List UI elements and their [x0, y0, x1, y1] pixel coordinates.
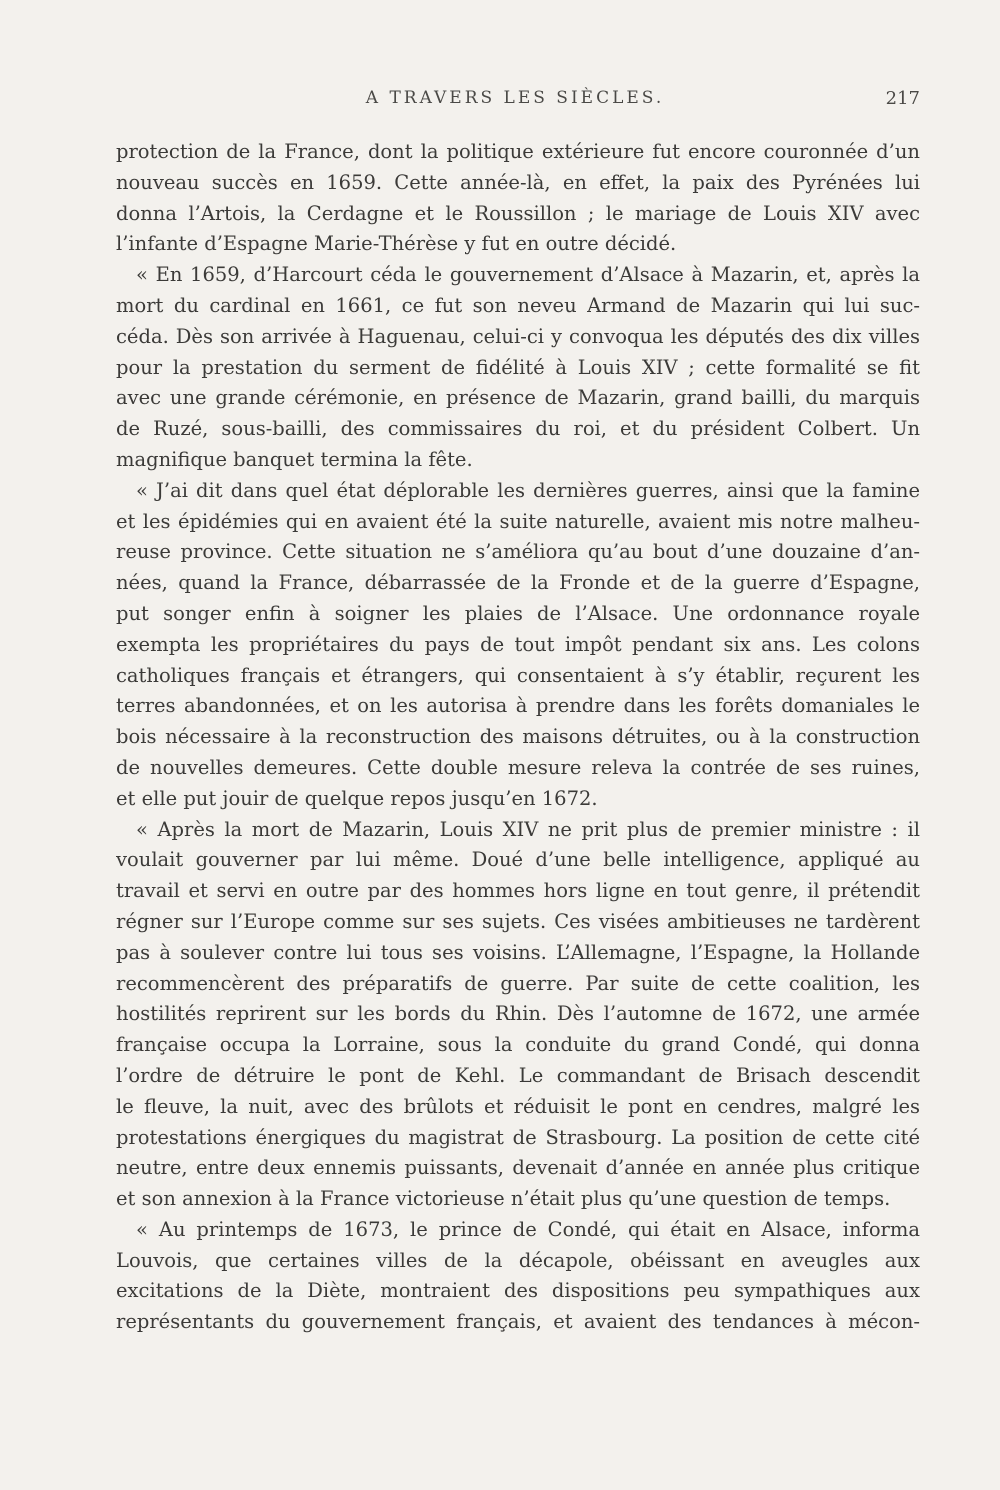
text-line: céda. Dès son arrivée à Haguenau, celui-ci y convoqua les députés des dix villes — [116, 324, 920, 348]
text-line: « Au printemps de 1673, le prince de Condé, qui était en Alsace, informa — [136, 1217, 920, 1241]
paragraph-5 — [116, 1215, 920, 1338]
body-text — [116, 137, 920, 1338]
text-line: représentants du gouvernement français, et avaient des tendances à mécon- — [116, 1310, 920, 1334]
paragraph-4 — [116, 815, 920, 1215]
text-line: régner sur l’Europe comme sur ses sujets. Ces visées ambitieuses ne tardèrent — [116, 909, 920, 933]
text-line: et son annexion à la France victorieuse n’était plus qu’une question de temps. — [116, 1187, 891, 1211]
text-line: donna l’Artois, la Cerdagne et le Roussillon ; le mariage de Louis XIV avec — [116, 201, 920, 225]
text-line: protestations énergiques du magistrat de Strasbourg. La position de cette cité — [116, 1125, 920, 1149]
page-number: 217 — [885, 88, 920, 109]
text-line: pour la prestation du serment de fidélité à Louis XIV ; cette formalité se fit — [116, 355, 920, 379]
text-line: française occupa la Lorraine, sous la conduite du grand Condé, qui donna — [116, 1033, 920, 1057]
text-line: reuse province. Cette situation ne s’améliora qu’au bout d’une douzaine d’an- — [116, 540, 920, 564]
text-line: mort du cardinal en 1661, ce fut son neveu Armand de Mazarin qui lui suc- — [116, 293, 920, 317]
text-line: et elle put jouir de quelque repos jusqu’en 1672. — [116, 786, 598, 810]
text-line: recommencèrent des préparatifs de guerre. Par suite de cette coalition, les — [116, 971, 920, 995]
text-line: l’ordre de détruire le pont de Kehl. Le commandant de Brisach descendit — [116, 1063, 920, 1087]
paragraph-3 — [116, 476, 920, 815]
paragraph-1 — [116, 137, 920, 260]
text-line: terres abandonnées, et on les autorisa à prendre dans les forêts domaniales le — [116, 694, 920, 718]
text-line: avec une grande cérémonie, en présence de Mazarin, grand bailli, du marquis — [116, 386, 920, 410]
text-line: nouveau succès en 1659. Cette année-là, en effet, la paix des Pyrénées lui — [116, 170, 920, 194]
text-line: put songer enfin à soigner les plaies de l’Alsace. Une ordonnance royale — [116, 601, 920, 625]
text-line: neutre, entre deux ennemis puissants, devenait d’année en année plus critique — [116, 1156, 920, 1180]
text-line: de nouvelles demeures. Cette double mesure releva la contrée de ses ruines, — [116, 755, 920, 779]
text-line: excitations de la Diète, montraient des dispositions peu sympathiques aux — [116, 1279, 920, 1303]
text-line: le fleuve, la nuit, avec des brûlots et réduisit le pont en cendres, malgré les — [116, 1094, 920, 1118]
text-line: hostilités reprirent sur les bords du Rhin. Dès l’automne de 1672, une armée — [116, 1002, 920, 1026]
running-title: A TRAVERS LES SIÈCLES. — [365, 88, 665, 108]
text-line: exempta les propriétaires du pays de tout impôt pendant six ans. Les colons — [116, 632, 920, 656]
text-line: travail et servi en outre par des hommes hors ligne en tout genre, il prétendit — [116, 879, 920, 903]
text-line: pas à soulever contre lui tous ses voisins. L’Allemagne, l’Espagne, la Hollande — [116, 940, 920, 964]
text-line: « Après la mort de Mazarin, Louis XIV ne prit plus de premier ministre : il — [136, 817, 920, 841]
page-header — [110, 88, 920, 118]
text-line: de Ruzé, sous-bailli, des commissaires du roi, et du président Colbert. Un — [116, 417, 920, 441]
text-line: nées, quand la France, débarrassée de la Fronde et de la guerre d’Espagne, — [116, 571, 920, 595]
text-line: l’infante d’Espagne Marie-Thérèse y fut en outre décidé. — [116, 232, 677, 256]
text-line: protection de la France, dont la politique extérieure fut encore couronnée d’un — [116, 140, 920, 163]
text-line: et les épidémies qui en avaient été la suite naturelle, avaient mis notre malheu- — [116, 509, 920, 533]
text-line: magnifique banquet termina la fête. — [116, 447, 473, 471]
text-line: « En 1659, d’Harcourt céda le gouvernement d’Alsace à Mazarin, et, après la — [136, 263, 920, 287]
text-line: bois nécessaire à la reconstruction des maisons détruites, ou à la construction — [116, 725, 920, 749]
text-line: catholiques français et étrangers, qui consentaient à s’y établir, reçurent les — [116, 663, 920, 687]
text-line: voulait gouverner par lui même. Doué d’une belle intelligence, appliqué au — [116, 848, 920, 872]
text-line: « J’ai dit dans quel état déplorable les dernières guerres, ainsi que la famine — [136, 478, 920, 502]
text-line: Louvois, que certaines villes de la décapole, obéissant en aveugles aux — [116, 1248, 920, 1272]
paragraph-2 — [116, 260, 920, 476]
